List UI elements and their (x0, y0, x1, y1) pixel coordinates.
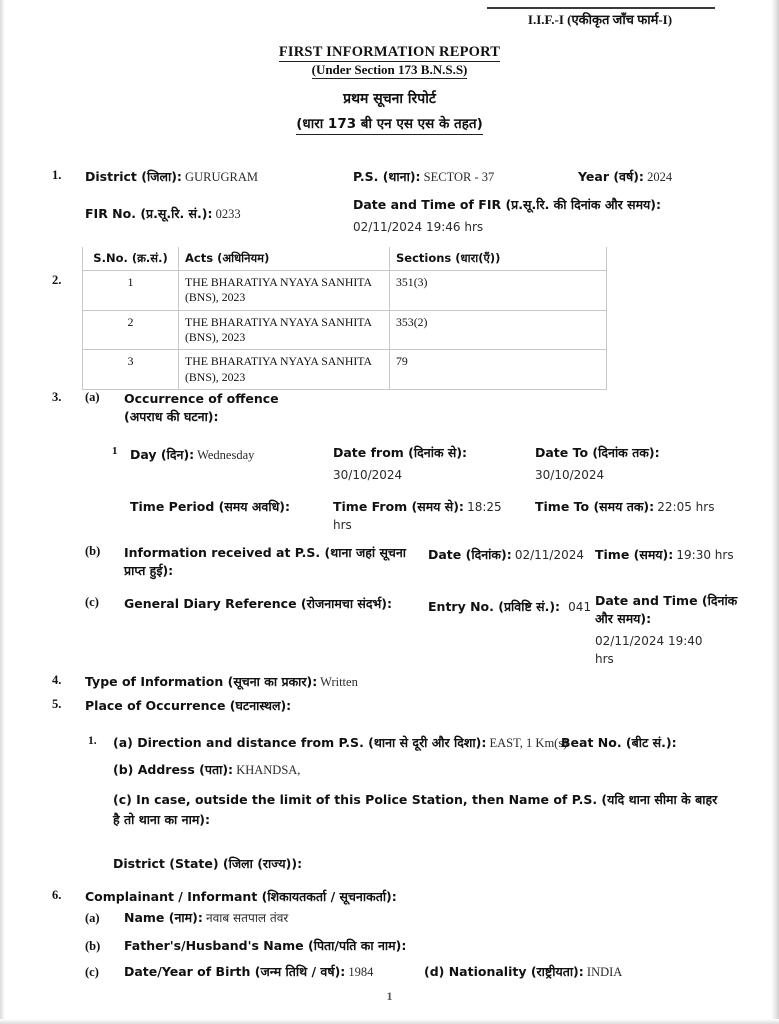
date-from-field (333, 444, 523, 485)
gd-datetime-value: 02/11/2024 19:40 hrs (595, 634, 703, 666)
complainant-informant-label: Complainant / Informant (शिकायतकर्ता / सूचनाकर्ता): (85, 889, 397, 904)
day-field (130, 446, 254, 464)
occurrence-of-offence-label: Occurrence of offence (अपराध की घटना): (124, 391, 279, 425)
cell-sno: 2 (83, 310, 179, 350)
time-period-label: Time Period (समय अवधि): (130, 499, 291, 514)
beat-number-label: Beat No. (बीट सं.): (561, 735, 677, 750)
page-title (0, 44, 779, 61)
table-row (83, 271, 607, 311)
cell-sno: 3 (83, 350, 179, 390)
cell-section: 351(3) (390, 271, 607, 311)
acts-sections-table (82, 247, 607, 390)
police-station-label: P.S. (थाना): (353, 169, 421, 184)
gd-datetime-field (595, 592, 755, 668)
section-4-number: 4. (52, 673, 62, 687)
cell-sno: 1 (83, 271, 179, 311)
fir-number-value: 0233 (215, 207, 241, 221)
occurrence-index: 1 (112, 445, 118, 457)
cell-section: 79 (390, 350, 607, 390)
column-header-acts: Acts (अधिनियम) (179, 247, 390, 271)
district-state-label: District (State) (जिला (राज्य)): (113, 856, 303, 871)
page-subtitle-hindi-text: (धारा 173 बी एन एस एस के तहत) (296, 116, 483, 135)
police-station-value: SECTOR - 37 (423, 170, 495, 184)
info-received-time-value: 19:30 hrs (676, 548, 734, 562)
father-husband-name-field (124, 937, 406, 955)
time-to-label: Time To (समय तक): (535, 499, 655, 514)
section-3a-marker: (a) (85, 390, 100, 404)
page-title-hindi: प्रथम सूचना रिपोर्ट (343, 91, 436, 107)
date-to-label: Date To (दिनांक तक): (535, 445, 660, 460)
date-year-of-birth-field (124, 963, 373, 981)
fir-datetime-value: 02/11/2024 19:46 hrs (353, 220, 484, 235)
complainant-name-field (124, 909, 288, 927)
fir-number-label: FIR No. (प्र.सू.रि. सं.): (85, 206, 213, 221)
page-subtitle (0, 62, 779, 78)
section-6b-marker: (b) (85, 939, 101, 953)
complainant-name-label: Name (नाम): (124, 910, 203, 925)
time-to-value: 22:05 hrs (657, 500, 715, 514)
direction-distance-label: (a) Direction and distance from P.S. (थाना से दूरी और दिशा): (113, 735, 487, 750)
page-title-text: FIRST INFORMATION REPORT (278, 44, 501, 60)
time-from-label: Time From (समय से): (333, 499, 464, 514)
time-from-value: 18:25 hrs (333, 500, 502, 533)
year-value: 2024 (647, 170, 673, 184)
type-of-information-label: Type of Information (सूचना का प्रकार): (85, 674, 318, 689)
address-label: (b) Address (पता): (113, 762, 234, 777)
section-5-number: 5. (52, 697, 62, 711)
section-6a-marker: (a) (85, 911, 100, 925)
year-label: Year (वर्ष): (578, 169, 644, 184)
section-3c-marker: (c) (85, 595, 99, 609)
cell-act: THE BHARATIYA NYAYA SANHITA (BNS), 2023 (179, 350, 390, 390)
entry-number-field (428, 598, 591, 616)
info-received-date-value: 02/11/2024 (514, 548, 584, 562)
gd-datetime-label: Date and Time (दिनांक और समय): (595, 593, 738, 627)
info-received-time-field (595, 546, 745, 564)
cell-act: THE BHARATIYA NYAYA SANHITA (BNS), 2023 (179, 271, 390, 311)
fir-datetime-field (353, 196, 753, 237)
complainant-name-value: नवाब सतपाल तंवर (205, 911, 289, 925)
date-to-field (535, 444, 725, 485)
form-code: I.I.F.-I (एकीकृत जाँच फार्म-I) (527, 12, 673, 27)
column-header-sections: Sections (धारा(एँ)) (390, 247, 607, 271)
place-of-occurrence-label: Place of Occurrence (घटनास्थल): (85, 698, 292, 713)
date-from-value: 30/10/2024 (333, 468, 403, 483)
page-bottom-edge-shadow (0, 1019, 779, 1024)
column-header-sno: S.No. (क्र.सं.) (83, 247, 179, 271)
nationality-value: INDIA (586, 965, 623, 979)
direction-distance-field (113, 734, 567, 752)
page-subtitle-hindi (0, 114, 779, 132)
table-header-row (83, 247, 607, 271)
table-row (83, 350, 607, 390)
outside-limit-ps-label: (c) In case, outside the limit of this Police Station, then Name of P.S. (यदि थाना सीमा के बाहर है तो थाना का नाम): (113, 792, 718, 827)
day-label: Day (दिन): (130, 447, 195, 462)
date-year-of-birth-label: Date/Year of Birth (जन्म तिथि / वर्ष): (124, 964, 346, 979)
time-to-field (535, 498, 720, 516)
year-field (578, 168, 672, 186)
date-to-value: 30/10/2024 (535, 468, 605, 483)
section-3b-marker: (b) (85, 544, 101, 558)
day-value: Wednesday (197, 448, 255, 462)
info-received-time-label: Time (समय): (595, 547, 674, 562)
section-2-number: 2. (52, 273, 62, 287)
beat-number-field (561, 734, 677, 752)
section-1-number: 1. (52, 168, 62, 182)
fir-datetime-label: Date and Time of FIR (प्र.सू.रि. की दिनांक और समय): (353, 197, 662, 212)
father-husband-name-label: Father's/Husband's Name (पिता/पति का नाम): (124, 938, 407, 953)
district-value: GURUGRAM (185, 170, 258, 184)
nationality-label: (d) Nationality (राष्ट्रीयता): (424, 964, 584, 979)
info-received-date-label: Date (दिनांक): (428, 547, 512, 562)
page-number: 1 (386, 989, 393, 1003)
header-rule (487, 7, 715, 9)
police-station-field (353, 168, 494, 186)
cell-act: THE BHARATIYA NYAYA SANHITA (BNS), 2023 (179, 310, 390, 350)
fir-number-field (85, 205, 241, 223)
type-of-information-value: Written (320, 675, 358, 689)
district-label: District (जिला): (85, 169, 182, 184)
cell-section: 353(2) (390, 310, 607, 350)
table-row (83, 310, 607, 350)
address-value: KHANDSA, (236, 763, 301, 777)
direction-distance-value: EAST, 1 Km(s) (489, 736, 568, 750)
page-left-edge-shadow (0, 0, 5, 1024)
address-field (113, 761, 300, 779)
general-diary-reference-label: General Diary Reference (रोजनामचा संदर्भ): (124, 596, 393, 611)
information-received-label: Information received at P.S. (थाना जहां सूचना प्राप्त हुई): (124, 545, 407, 579)
entry-number-value: 041 (568, 600, 592, 614)
date-from-label: Date from (दिनांक से): (333, 445, 468, 460)
section-6-number: 6. (52, 888, 62, 902)
entry-number-label: Entry No. (प्रविष्टि सं.): (428, 599, 561, 614)
date-year-of-birth-value: 1984 (348, 965, 374, 979)
section-3-number: 3. (52, 390, 62, 404)
time-from-field (333, 498, 518, 535)
info-received-date-field (428, 546, 584, 564)
type-of-information-field (85, 673, 358, 691)
nationality-field (424, 963, 622, 981)
section-6c-marker: (c) (85, 965, 99, 979)
page-subtitle-text: (Under Section 173 B.N.S.S) (311, 62, 468, 77)
page-right-edge-shadow (771, 0, 779, 1024)
district-field (85, 168, 258, 186)
place-item-index: 1. (88, 735, 97, 747)
